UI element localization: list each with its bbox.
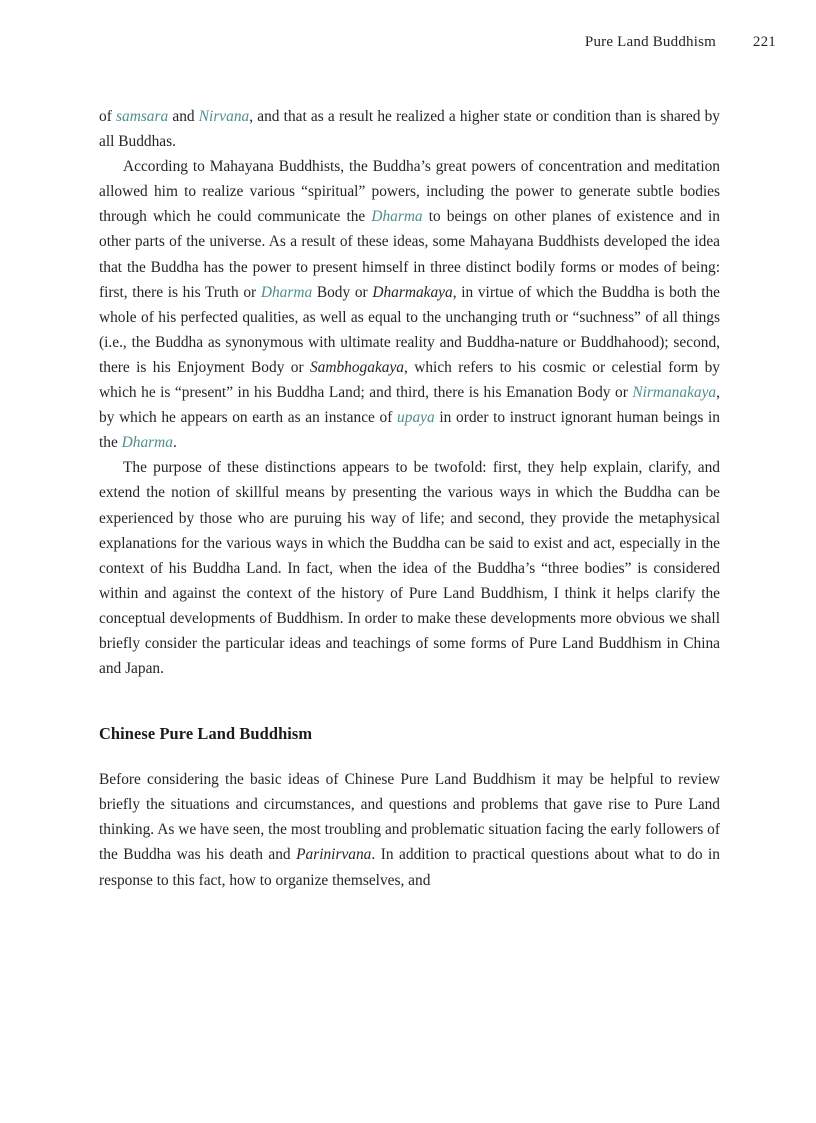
italic-parinirvana: Parinirvana <box>296 846 372 864</box>
section-heading: Chinese Pure Land Buddhism <box>99 724 313 744</box>
text-segment: . In addition to practical questions about what to do in response to this fact, how to organize themselves, and <box>99 846 720 889</box>
term-nirvana: Nirvana <box>198 108 250 125</box>
text-segment: Body or <box>312 283 373 301</box>
term-nirmanakaya: Nirmanakaya <box>632 384 717 402</box>
running-head-title: Pure Land Buddhism <box>584 34 716 50</box>
text-segment: , which refers to his cosmic or celestial form by which he is “present” in his Buddha Land; and third, there is his Emanation Body or <box>99 358 720 402</box>
text-segment: Before considering the basic ideas of Chinese Pure Land Buddhism it may be helpful to review briefly the situations and circumstances, and questions and problems that gave rise to Pure Land thinking. As we have seen, the most troubling and problematic situation facing the early followers of the Buddha was his death and <box>99 771 720 864</box>
term-dharma: Dharma <box>121 434 173 452</box>
text-segment: and <box>168 108 199 125</box>
running-head <box>99 34 776 51</box>
term-dharma: Dharma <box>371 208 423 226</box>
text-segment: According to Mahayana Buddhists, the Buddha’s great powers of concentration and meditation allowed him to realize various “spiritual” powers, including the power to generate subtle bodies through which he could communicate the <box>99 158 720 226</box>
text-column <box>99 104 720 893</box>
text-segment: in order to instruct ignorant human beings in the <box>99 409 720 452</box>
text-segment: to beings on other planes of existence and in other parts of the universe. As a result of these ideas, some Mahayana Buddhists developed the idea that the Buddha has the power to present himself in three distinct bodily forms or modes of being: first, there is his Truth or <box>99 208 720 301</box>
spacer-below-heading <box>99 745 720 767</box>
text-segment: , and that as a result he realized a higher state or condition than is shared by all Buddhas. <box>99 108 720 151</box>
italic-dharmakaya: Dharmakaya <box>372 283 453 301</box>
text-segment: , by which he appears on earth as an instance of <box>99 384 720 427</box>
term-samsara: samsara <box>116 108 169 125</box>
text-segment: , in virtue of which the Buddha is both the whole of his perfected qualities, as well as equal to the unchanging truth or “suchness” of all things (i.e., the Buddha as synonymous with ultimate reality and Buddha-nature or Buddhahood); second, there is his Enjoyment Body or <box>99 283 720 376</box>
text-segment: . <box>172 434 177 452</box>
page-number: 221 <box>752 34 776 50</box>
term-dharma: Dharma <box>260 283 313 301</box>
paragraph-purpose-of-distinctions: The purpose of these distinctions appears to be twofold: first, they help explain, clarify, and extend the notion of skillful means by presenting the various ways in which the Buddha can be experienced by those who are puruing his way of life; and second, they provide the metaphysical explanations for the various ways in which the Buddha can be said to exist and act, especially in the context of his Buddha Land. In fact, when the idea of the Buddha’s “three bodies” is considered within and against the context of the history of Pure Land Buddhism, I think it helps clarify the conceptual developments of Buddhism. In order to make these developments more obvious we shall briefly consider the particular ideas and teachings of some forms of Pure Land Buddhism in China and Japan. <box>99 459 720 678</box>
paragraph-chinese-pure-land-intro <box>99 767 720 892</box>
paragraph-mahayana-bodies <box>99 154 720 455</box>
paragraph-continuation <box>99 104 720 154</box>
term-upaya: upaya <box>397 409 435 427</box>
italic-sambhogakaya: Sambhogakaya <box>309 358 405 376</box>
spacer-above-heading <box>99 681 720 723</box>
text-segment: of <box>99 108 117 125</box>
